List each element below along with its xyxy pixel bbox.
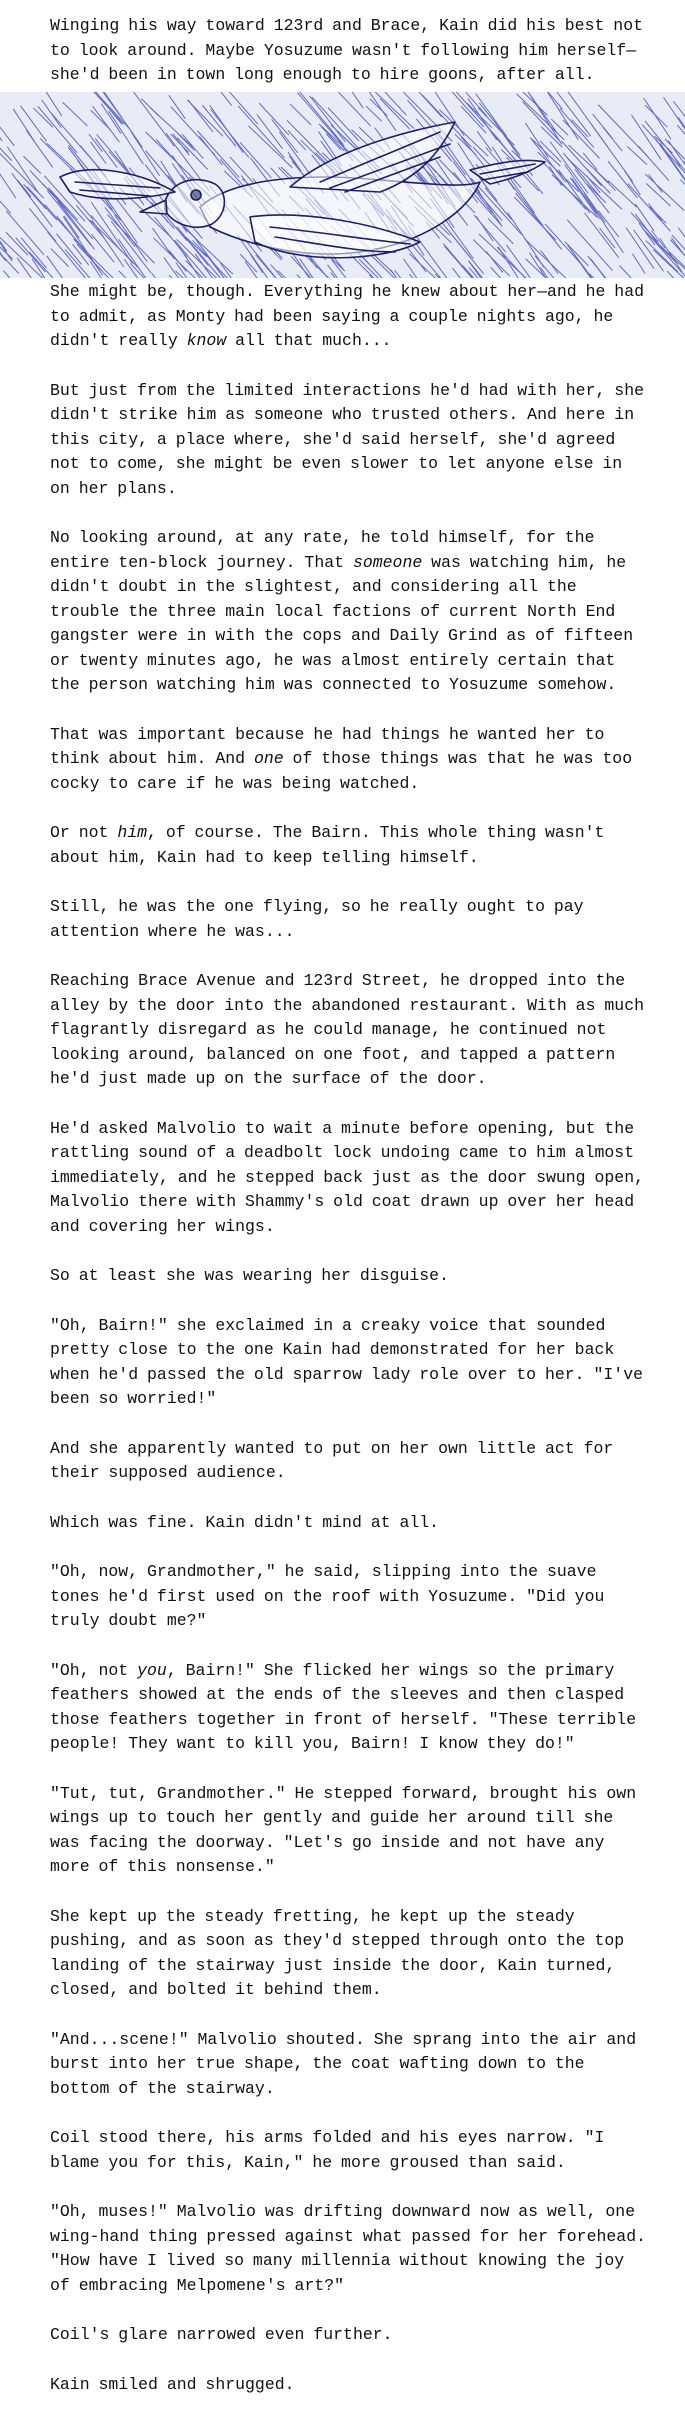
paragraph: [50, 1782, 650, 1880]
paragraph: [50, 526, 650, 698]
paragraph-text: , of course. The Bairn. This whole thing wasn't about him, Kain had to keep telling himself.: [50, 823, 604, 867]
paragraph-text: And she apparently wanted to put on her own little act for their supposed audience.: [50, 1439, 613, 1483]
paragraph: [50, 895, 650, 944]
paragraph-text: Kain smiled and shrugged.: [50, 2375, 295, 2394]
paragraph-text: Coil's glare narrowed even further.: [50, 2325, 393, 2344]
paragraph-text: Coil stood there, his arms folded and his eyes narrow. "I blame you for this, Kain," he more groused than said.: [50, 2128, 604, 2172]
paragraph: [50, 1659, 650, 1757]
paragraph-text: Which was fine. Kain didn't mind at all.: [50, 1513, 439, 1532]
paragraph: [50, 1117, 650, 1240]
paragraph-text: She might be, though. Everything he knew about her—and he had to admit, as Monty had been saying a couple nights ago, he didn't really: [50, 282, 644, 350]
paragraph: [50, 1437, 650, 1486]
bird-in-rain-icon: [0, 92, 685, 278]
illustration-svg: [0, 92, 685, 278]
paragraph-text: She kept up the steady fretting, he kept up the steady pushing, and as soon as they'd stepped through onto the top landing of the stairway just inside the door, Kain turned, closed, and bolted it behind them.: [50, 1907, 624, 2000]
paragraph: Winging his way toward 123rd and Brace, Kain did his best not to look around. Maybe Yosuzume wasn't following him herself—she'd been in town long enough to hire goons, after all.: [50, 14, 650, 88]
emphasis-text: one: [254, 749, 284, 768]
paragraph: [50, 1905, 650, 2003]
paragraph: [50, 969, 650, 1092]
paragraph-text: "Oh, Bairn!" she exclaimed in a creaky voice that sounded pretty close to the one Kain had demonstrated for her back when he'd passed the old sparrow lady role over to her. "I've been so worried!": [50, 1316, 643, 1409]
paragraph-text: He'd asked Malvolio to wait a minute before opening, but the rattling sound of a deadbolt lock undoing came to him almost immediately, and he stepped back just as the door swung open, Malvolio there with Shammy's old coat drawn up over her head and covering her wings.: [50, 1119, 644, 1236]
paragraph: [50, 379, 650, 502]
paragraph-text: But just from the limited interactions he'd had with her, she didn't strike him as someone who trusted others. And here in this city, a place where, she'd said herself, she'd agreed not to come, she might be even slower to let anyone else in on her plans.: [50, 381, 644, 498]
emphasis-text: someone: [353, 553, 422, 572]
paragraph-text: That was important because he had things he wanted her to think about him. And: [50, 725, 604, 769]
paragraph: [50, 1264, 650, 1289]
paragraph-text: Or not: [50, 823, 117, 842]
story-body: [50, 280, 650, 2422]
paragraph: [50, 2200, 650, 2298]
emphasis-text: you: [137, 1661, 167, 1680]
paragraph-text: Still, he was the one flying, so he really ought to pay attention where he was...: [50, 897, 584, 941]
paragraph-text: "Oh, now, Grandmother," he said, slipping into the suave tones he'd first used on the roof with Yosuzume. "Did you truly doubt me?": [50, 1562, 604, 1630]
paragraph-text: So at least she was wearing her disguise.: [50, 1266, 449, 1285]
paragraph: [50, 821, 650, 870]
paragraph-text: "Tut, tut, Grandmother." He stepped forward, brought his own wings up to touch her gently and guide her around till she was facing the doorway. "Let's go inside and not have any more of this nonsense.": [50, 1784, 636, 1877]
paragraph: [50, 1511, 650, 1536]
paragraph: [50, 1560, 650, 1634]
paragraph: [50, 2126, 650, 2175]
paragraph-text: , Bairn!" She flicked her wings so the primary feathers showed at the ends of the sleeves and then clasped those feathers together in front of herself. "These terrible people! They want to kill you, Bairn! I know they do!": [50, 1661, 636, 1754]
paragraph-text: Reaching Brace Avenue and 123rd Street, he dropped into the alley by the door into the abandoned restaurant. With as much flagrantly disregard as he could manage, he continued not looking around, balanced on one foot, and tapped a pattern he'd just made up on the surface of the door.: [50, 971, 644, 1088]
paragraph-text: No looking around, at any rate, he told himself, for the entire ten-block journey. That: [50, 528, 595, 572]
paragraph: [50, 280, 650, 354]
paragraph: [50, 1314, 650, 1412]
emphasis-text: know: [187, 331, 227, 350]
paragraph-text: all that much...: [226, 331, 391, 350]
paragraph: [50, 723, 650, 797]
paragraph: [50, 2028, 650, 2102]
paragraph-text: "Oh, not: [50, 1661, 137, 1680]
emphasis-text: him: [117, 823, 147, 842]
paragraph-text: "And...scene!" Malvolio shouted. She sprang into the air and burst into her true shape, the coat wafting down to the bottom of the stairway.: [50, 2030, 636, 2098]
paragraph-text: was watching him, he didn't doubt in the slightest, and considering all the trouble the three main local factions of current North End gangster were in with the cops and Daily Grind as of fifteen or twenty minutes ago, he was almost entirely certain that the person watching him was connected to Yosuzume somehow.: [50, 553, 633, 695]
paragraph-text: of those things was that he was too cocky to care if he was being watched.: [50, 749, 632, 793]
paragraph-text: "Oh, muses!" Malvolio was drifting downward now as well, one wing-hand thing pressed against what passed for her forehead. "How have I lived so many millennia without knowing the joy of embracing Melpomene's art?": [50, 2202, 646, 2295]
paragraph: [50, 2373, 650, 2398]
paragraph: [50, 2323, 650, 2348]
